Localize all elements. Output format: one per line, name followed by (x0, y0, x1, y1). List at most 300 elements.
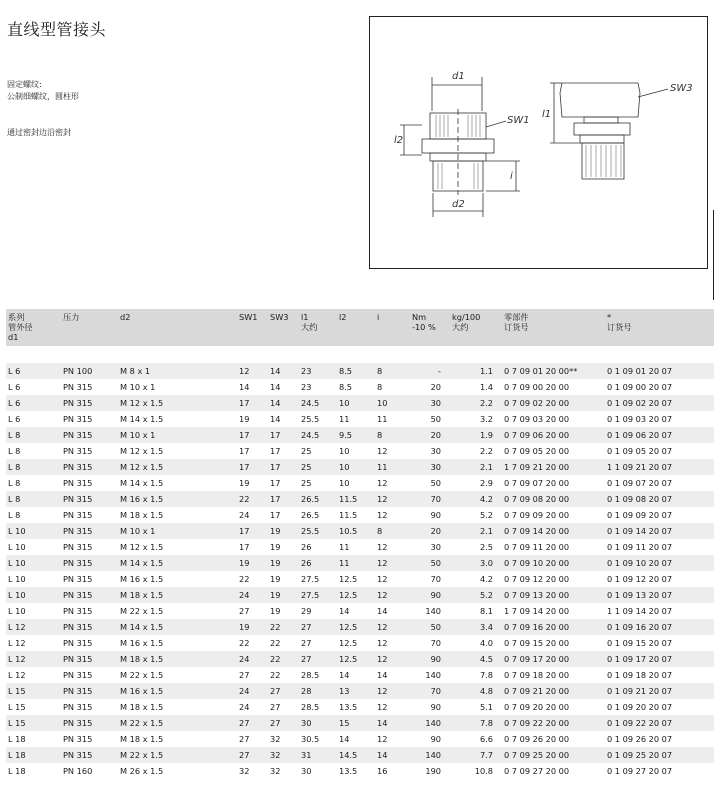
cell-weight: 2.2 (450, 395, 502, 411)
cell-nm: 50 (410, 555, 450, 571)
cell-weight: 7.7 (450, 747, 502, 763)
header-pressure (61, 309, 118, 346)
product-table (6, 309, 714, 779)
cell-weight: 7.8 (450, 667, 502, 683)
cell-i: 16 (375, 763, 410, 779)
cell-sw1: 24 (237, 587, 268, 603)
cell-pressure: PN 315 (61, 443, 118, 459)
cell-i: 14 (375, 667, 410, 683)
cell-pressure: PN 315 (61, 475, 118, 491)
table-row (6, 635, 714, 651)
cell-order-number: 0 1 09 02 20 07 (605, 395, 714, 411)
cell-d2: M 18 x 1.5 (118, 587, 237, 603)
cell-sw3: 22 (268, 619, 299, 635)
cell-l1: 27 (299, 651, 337, 667)
cell-order-number: 0 1 09 01 20 07 (605, 363, 714, 379)
table-row (6, 491, 714, 507)
cell-i: 12 (375, 491, 410, 507)
cell-l1: 25.5 (299, 523, 337, 539)
table-row (6, 699, 714, 715)
cell-series: L 12 (6, 635, 61, 651)
cell-sw3: 19 (268, 555, 299, 571)
cell-l2: 11.5 (337, 491, 375, 507)
cell-order-number: 0 1 09 07 20 07 (605, 475, 714, 491)
cell-d2: M 18 x 1.5 (118, 651, 237, 667)
cell-sw1: 17 (237, 443, 268, 459)
cell-l1: 23 (299, 379, 337, 395)
header-line: 压力 (63, 312, 80, 322)
cell-sw3: 17 (268, 459, 299, 475)
cell-l1: 30.5 (299, 731, 337, 747)
page-title: 直线型管接头 (7, 20, 107, 39)
cell-sw3: 17 (268, 443, 299, 459)
cell-series: L 10 (6, 571, 61, 587)
cell-pressure: PN 315 (61, 699, 118, 715)
label-d2: d2 (452, 199, 465, 210)
cell-l2: 9.5 (337, 427, 375, 443)
cell-sw3: 14 (268, 395, 299, 411)
cell-d2: M 16 x 1.5 (118, 635, 237, 651)
cell-l1: 30 (299, 715, 337, 731)
cell-l1: 27.5 (299, 587, 337, 603)
cell-pressure: PN 315 (61, 427, 118, 443)
cell-i: 14 (375, 747, 410, 763)
cell-nm: - (410, 363, 450, 379)
cell-l1: 25.5 (299, 411, 337, 427)
cell-l1: 26.5 (299, 491, 337, 507)
cell-d2: M 16 x 1.5 (118, 683, 237, 699)
cell-series: L 6 (6, 411, 61, 427)
cell-weight: 6.6 (450, 731, 502, 747)
cell-sw1: 17 (237, 459, 268, 475)
cell-d2: M 12 x 1.5 (118, 539, 237, 555)
cell-sw1: 27 (237, 715, 268, 731)
header-series (6, 309, 61, 346)
cell-l2: 11.5 (337, 507, 375, 523)
cell-weight: 8.1 (450, 603, 502, 619)
cell-i: 12 (375, 443, 410, 459)
cell-l1: 26 (299, 539, 337, 555)
cell-nm: 90 (410, 699, 450, 715)
table-row (6, 475, 714, 491)
header-line: * (607, 312, 612, 322)
cell-sw3: 27 (268, 699, 299, 715)
cell-order-number: 0 1 09 14 20 07 (605, 523, 714, 539)
cell-part-number: 0 7 09 06 20 00 (502, 427, 605, 443)
cell-l2: 12.5 (337, 651, 375, 667)
cell-i: 8 (375, 523, 410, 539)
cell-sw3: 14 (268, 411, 299, 427)
body-neck (584, 117, 618, 123)
cell-l2: 13.5 (337, 699, 375, 715)
cell-l2: 10 (337, 395, 375, 411)
header-line: SW1 (239, 312, 258, 322)
cell-i: 12 (375, 475, 410, 491)
cell-l1: 28.5 (299, 667, 337, 683)
table-row (6, 507, 714, 523)
cell-l2: 14 (337, 667, 375, 683)
cell-order-number: 0 1 09 03 20 07 (605, 411, 714, 427)
cell-weight: 1.9 (450, 427, 502, 443)
cell-sw3: 32 (268, 763, 299, 779)
cell-sw1: 17 (237, 539, 268, 555)
cell-series: L 6 (6, 395, 61, 411)
header-d2 (118, 309, 237, 346)
cell-l2: 8.5 (337, 363, 375, 379)
cell-nm: 30 (410, 459, 450, 475)
cell-weight: 2.1 (450, 523, 502, 539)
header-l1 (299, 309, 337, 346)
cell-part-number: 0 7 09 27 20 00 (502, 763, 605, 779)
cell-l1: 29 (299, 603, 337, 619)
header-sw3 (268, 309, 299, 346)
cell-l1: 28 (299, 683, 337, 699)
cell-i: 11 (375, 411, 410, 427)
cell-d2: M 14 x 1.5 (118, 475, 237, 491)
cell-i: 12 (375, 507, 410, 523)
cell-sw3: 22 (268, 667, 299, 683)
cell-l2: 14.5 (337, 747, 375, 763)
cell-pressure: PN 315 (61, 571, 118, 587)
header-line: 大约 (301, 322, 318, 332)
cell-pressure: PN 100 (61, 363, 118, 379)
cell-sw3: 19 (268, 571, 299, 587)
header-line: 管外径 (8, 322, 33, 332)
cell-nm: 30 (410, 539, 450, 555)
cell-sw3: 19 (268, 539, 299, 555)
cell-d2: M 10 x 1 (118, 523, 237, 539)
cell-sw1: 24 (237, 507, 268, 523)
cell-order-number: 0 1 09 08 20 07 (605, 491, 714, 507)
cell-i: 12 (375, 651, 410, 667)
cell-sw3: 17 (268, 427, 299, 443)
thread-hatching (436, 115, 621, 189)
cell-series: L 10 (6, 523, 61, 539)
cell-pressure: PN 315 (61, 379, 118, 395)
label-l2: l2 (394, 135, 404, 146)
cell-i: 12 (375, 539, 410, 555)
cell-nm: 90 (410, 587, 450, 603)
cell-d2: M 16 x 1.5 (118, 571, 237, 587)
cell-i: 8 (375, 427, 410, 443)
cell-part-number: 0 7 09 15 20 00 (502, 635, 605, 651)
cell-order-number: 0 1 09 16 20 07 (605, 619, 714, 635)
header-l2 (337, 309, 375, 346)
cell-l2: 14 (337, 603, 375, 619)
cell-part-number: 0 7 09 03 20 00 (502, 411, 605, 427)
cell-pressure: PN 315 (61, 587, 118, 603)
cell-i: 12 (375, 587, 410, 603)
cell-nm: 140 (410, 747, 450, 763)
cell-weight: 4.0 (450, 635, 502, 651)
cell-part-number: 0 7 09 10 20 00 (502, 555, 605, 571)
cell-sw1: 17 (237, 523, 268, 539)
cell-order-number: 0 1 09 27 20 07 (605, 763, 714, 779)
cell-series: L 10 (6, 539, 61, 555)
cell-sw1: 24 (237, 683, 268, 699)
cell-l1: 31 (299, 747, 337, 763)
cell-sw1: 17 (237, 427, 268, 443)
cell-sw1: 19 (237, 619, 268, 635)
header-line: 订货号 (504, 322, 529, 332)
cell-order-number: 0 1 09 09 20 07 (605, 507, 714, 523)
cell-order-number: 0 1 09 13 20 07 (605, 587, 714, 603)
cell-series: L 12 (6, 651, 61, 667)
cell-weight: 5.2 (450, 507, 502, 523)
cell-nm: 90 (410, 731, 450, 747)
cell-weight: 2.9 (450, 475, 502, 491)
cell-sw1: 22 (237, 491, 268, 507)
cell-nm: 50 (410, 411, 450, 427)
cell-part-number: 0 7 09 20 20 00 (502, 699, 605, 715)
cell-part-number: 0 7 09 09 20 00 (502, 507, 605, 523)
cell-d2: M 16 x 1.5 (118, 491, 237, 507)
cell-part-number: 0 7 09 12 20 00 (502, 571, 605, 587)
cell-pressure: PN 315 (61, 667, 118, 683)
cell-sw1: 32 (237, 763, 268, 779)
cell-sw3: 22 (268, 635, 299, 651)
cell-pressure: PN 315 (61, 651, 118, 667)
cell-sw1: 19 (237, 475, 268, 491)
side-divider (713, 210, 714, 300)
cell-nm: 70 (410, 683, 450, 699)
table-row (6, 763, 714, 779)
table-row (6, 587, 714, 603)
cell-series: L 18 (6, 731, 61, 747)
cell-sw1: 27 (237, 731, 268, 747)
cell-weight: 4.2 (450, 491, 502, 507)
cell-i: 10 (375, 395, 410, 411)
cell-l1: 27.5 (299, 571, 337, 587)
cell-d2: M 18 x 1.5 (118, 507, 237, 523)
cell-pressure: PN 315 (61, 395, 118, 411)
cell-l1: 25 (299, 459, 337, 475)
cell-part-number: 0 7 09 01 20 00** (502, 363, 605, 379)
table-row (6, 731, 714, 747)
cell-sw1: 24 (237, 651, 268, 667)
cell-d2: M 12 x 1.5 (118, 395, 237, 411)
header-line: 系列 (8, 312, 25, 322)
cell-order-number: 1 1 09 21 20 07 (605, 459, 714, 475)
cell-i: 8 (375, 363, 410, 379)
cell-l2: 14 (337, 731, 375, 747)
cell-order-number: 0 1 09 25 20 07 (605, 747, 714, 763)
cell-series: L 10 (6, 603, 61, 619)
cell-l1: 26.5 (299, 507, 337, 523)
cell-pressure: PN 315 (61, 539, 118, 555)
technical-drawing (370, 17, 709, 270)
cell-series: L 18 (6, 747, 61, 763)
table-row (6, 651, 714, 667)
cell-order-number: 0 1 09 21 20 07 (605, 683, 714, 699)
cell-weight: 4.5 (450, 651, 502, 667)
label-l1: l1 (542, 109, 552, 120)
cell-series: L 15 (6, 699, 61, 715)
cell-weight: 3.2 (450, 411, 502, 427)
header-line: l1 (301, 312, 309, 322)
cell-sw1: 12 (237, 363, 268, 379)
cell-d2: M 26 x 1.5 (118, 763, 237, 779)
cell-pressure: PN 315 (61, 731, 118, 747)
cell-order-number: 0 1 09 10 20 07 (605, 555, 714, 571)
cell-sw3: 17 (268, 507, 299, 523)
cell-weight: 5.2 (450, 587, 502, 603)
cell-d2: M 10 x 1 (118, 427, 237, 443)
cell-pressure: PN 315 (61, 747, 118, 763)
cell-series: L 10 (6, 555, 61, 571)
cell-weight: 4.8 (450, 683, 502, 699)
cell-nm: 20 (410, 379, 450, 395)
cell-part-number: 0 7 09 18 20 00 (502, 667, 605, 683)
cell-weight: 3.0 (450, 555, 502, 571)
cell-l2: 10.5 (337, 523, 375, 539)
header-line: 零部件 (504, 312, 529, 322)
cell-nm: 140 (410, 715, 450, 731)
cell-i: 12 (375, 619, 410, 635)
table-row (6, 747, 714, 763)
cell-part-number: 0 7 09 21 20 00 (502, 683, 605, 699)
table-row (6, 443, 714, 459)
cell-part-number: 0 7 09 13 20 00 (502, 587, 605, 603)
cell-part-number: 0 7 09 05 20 00 (502, 443, 605, 459)
cell-series: L 8 (6, 427, 61, 443)
cell-d2: M 18 x 1.5 (118, 699, 237, 715)
cell-l2: 11 (337, 539, 375, 555)
header-line: d1 (8, 332, 19, 342)
cell-i: 8 (375, 379, 410, 395)
header-weight (450, 309, 502, 346)
header-sw1 (237, 309, 268, 346)
thread-value: 公制细螺纹，圆柱形 (7, 92, 79, 101)
label-sw3: SW3 (670, 83, 693, 94)
cell-weight: 5.1 (450, 699, 502, 715)
cell-weight: 2.2 (450, 443, 502, 459)
cell-weight: 2.1 (450, 459, 502, 475)
header-order-number (605, 309, 714, 346)
cell-l2: 12.5 (337, 571, 375, 587)
cell-d2: M 12 x 1.5 (118, 459, 237, 475)
cell-nm: 50 (410, 475, 450, 491)
cell-pressure: PN 315 (61, 523, 118, 539)
table-row (6, 523, 714, 539)
cell-order-number: 0 1 09 12 20 07 (605, 571, 714, 587)
cell-order-number: 0 1 09 11 20 07 (605, 539, 714, 555)
fitting-diagram (369, 16, 708, 269)
cell-sw3: 32 (268, 747, 299, 763)
cell-nm: 30 (410, 395, 450, 411)
cell-sw3: 19 (268, 587, 299, 603)
table-row (6, 459, 714, 475)
cell-weight: 2.5 (450, 539, 502, 555)
cell-d2: M 8 x 1 (118, 363, 237, 379)
cell-sw1: 24 (237, 699, 268, 715)
cell-part-number: 1 7 09 14 20 00 (502, 603, 605, 619)
cell-order-number: 0 1 09 17 20 07 (605, 651, 714, 667)
cell-order-number: 0 1 09 26 20 07 (605, 731, 714, 747)
cell-part-number: 0 7 09 11 20 00 (502, 539, 605, 555)
cell-l1: 25 (299, 443, 337, 459)
cell-l2: 11 (337, 555, 375, 571)
table-body (6, 363, 714, 779)
cell-order-number: 0 1 09 05 20 07 (605, 443, 714, 459)
table-row (6, 539, 714, 555)
cell-sw1: 22 (237, 635, 268, 651)
cell-nm: 70 (410, 635, 450, 651)
cell-series: L 8 (6, 475, 61, 491)
cell-weight: 4.2 (450, 571, 502, 587)
cell-i: 12 (375, 731, 410, 747)
cell-l2: 12.5 (337, 619, 375, 635)
cell-nm: 70 (410, 571, 450, 587)
cell-nm: 90 (410, 507, 450, 523)
cell-sw1: 27 (237, 747, 268, 763)
cell-l2: 12.5 (337, 587, 375, 603)
cell-series: L 10 (6, 587, 61, 603)
cell-sw3: 17 (268, 491, 299, 507)
cell-series: L 6 (6, 363, 61, 379)
table-row (6, 427, 714, 443)
cell-sw1: 27 (237, 667, 268, 683)
header-i (375, 309, 410, 346)
label-d1: d1 (452, 71, 465, 82)
table-row (6, 411, 714, 427)
thread-stub (582, 143, 624, 179)
cell-part-number: 1 7 09 21 20 00 (502, 459, 605, 475)
cell-l1: 27 (299, 619, 337, 635)
cell-l2: 12.5 (337, 635, 375, 651)
cell-l2: 10 (337, 475, 375, 491)
cell-sw3: 17 (268, 475, 299, 491)
header-line: l2 (339, 312, 347, 322)
cell-d2: M 12 x 1.5 (118, 443, 237, 459)
header-line: Nm (412, 312, 427, 322)
cell-i: 14 (375, 715, 410, 731)
cell-l1: 23 (299, 363, 337, 379)
cell-order-number: 0 1 09 06 20 07 (605, 427, 714, 443)
cell-part-number: 0 7 09 00 20 00 (502, 379, 605, 395)
cell-d2: M 22 x 1.5 (118, 603, 237, 619)
cell-l1: 26 (299, 555, 337, 571)
cell-l1: 30 (299, 763, 337, 779)
label-i: i (510, 171, 513, 182)
cell-pressure: PN 315 (61, 715, 118, 731)
table-row (6, 603, 714, 619)
cell-sw3: 27 (268, 683, 299, 699)
cell-series: L 15 (6, 715, 61, 731)
cell-sw1: 17 (237, 395, 268, 411)
cell-l2: 11 (337, 411, 375, 427)
table-row (6, 715, 714, 731)
header-line: d2 (120, 312, 131, 322)
cell-d2: M 22 x 1.5 (118, 747, 237, 763)
table-row (6, 667, 714, 683)
cell-sw1: 19 (237, 411, 268, 427)
cell-l2: 13 (337, 683, 375, 699)
cell-nm: 140 (410, 603, 450, 619)
cell-series: L 8 (6, 491, 61, 507)
cell-nm: 50 (410, 619, 450, 635)
cell-nm: 190 (410, 763, 450, 779)
cell-l2: 8.5 (337, 379, 375, 395)
cell-nm: 70 (410, 491, 450, 507)
table-row (6, 395, 714, 411)
cell-pressure: PN 315 (61, 411, 118, 427)
label-sw1: SW1 (507, 115, 530, 126)
cell-series: L 12 (6, 667, 61, 683)
cell-l2: 10 (337, 443, 375, 459)
cell-series: L 8 (6, 507, 61, 523)
header-line: 订货号 (607, 322, 632, 332)
